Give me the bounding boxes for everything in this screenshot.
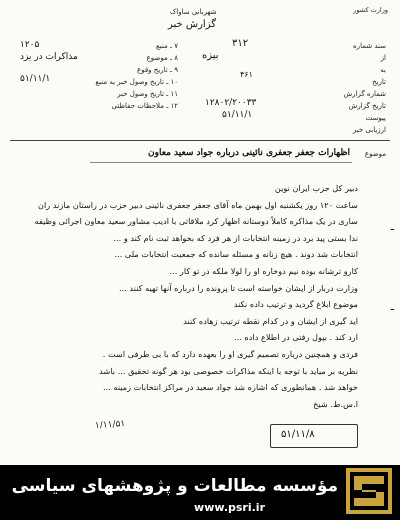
left-field-labels bbox=[28, 40, 178, 112]
body-line: انتخابات شد دوند . هیچ زنانه و مسئله سانده که جمعیت انتخابات ملی ... bbox=[114, 249, 358, 260]
handwritten-signature-date: ۱/۱۱/۵۱ bbox=[94, 418, 126, 432]
body-line: ارد کند . بپول رفتی در اطلاع داده ... bbox=[234, 332, 358, 343]
from-value: ۳۱۲ bbox=[232, 38, 249, 49]
to-value: بیزه bbox=[202, 50, 219, 61]
date-stamp-box bbox=[270, 424, 358, 448]
subject-underline bbox=[90, 162, 352, 163]
body-line: ساعت ۱۲۰ روز یکشنبه اول بهمن ماه آقای جعفر جعفری نائینی دبیر حزب در راستان مازند ران bbox=[38, 199, 358, 210]
field-label-source: ۷ ـ منبع bbox=[156, 42, 178, 50]
subject-text: اظهارات جعفر جعفری نائینی درباره جواد سعید معاون bbox=[148, 148, 350, 158]
margin-mark: ـ bbox=[390, 220, 394, 233]
organization-url[interactable]: www.psri.ir bbox=[194, 501, 265, 514]
report-type-title: گزارش خبر bbox=[168, 19, 216, 30]
body-line: اید گیری از ایشان و در کدام نقطه ترتیب زهاده کنند bbox=[183, 315, 358, 326]
field-label-assessment: ارزیابی خبر bbox=[352, 126, 386, 134]
field-label-date: تاریخ bbox=[372, 78, 386, 86]
field-label-security-notes: ۱۲ ـ ملاحظات حفاظتی bbox=[111, 102, 178, 110]
source-number-value: ۱۲۰۵ bbox=[20, 40, 40, 50]
classification-label: وزارت کشور bbox=[353, 6, 388, 14]
organization-name: مؤسسه مطالعات و پژوهشهای سیاسی bbox=[11, 476, 338, 496]
date-stamp-value: ۵۱/۱۱/۸ bbox=[281, 429, 315, 440]
body-line: فردی و همچنین درباره تصمیم گیری او را بعهده دارد که با بی طرفی است . bbox=[102, 348, 358, 359]
field-label-subject: ۸ ـ موضوع bbox=[146, 54, 178, 62]
report-number-value: ۱۲۸۰۲/۲۰۰۳۳ bbox=[205, 98, 257, 108]
header-divider bbox=[10, 140, 390, 141]
field-label-occurrence-date: ۹ ـ تاریخ وقوع bbox=[137, 66, 178, 74]
serial-value: ۴۶۱ bbox=[240, 70, 253, 79]
field-label-to: به bbox=[380, 66, 386, 74]
field-label-from: از bbox=[380, 54, 386, 62]
footer-banner bbox=[0, 465, 400, 520]
body-line: نظریه بر میاید با توجه با اینکه مذاکرات خصوصی بود هر گونه تحقیق ... باشد bbox=[99, 365, 358, 376]
body-line: موضوع ابلاغ گردید و ترتیب داده نکند bbox=[233, 299, 358, 310]
field-label-report-date: تاریخ گزارش bbox=[348, 102, 386, 110]
body-line: کارو ترشانه بوده نیم دوخاره او را لولا ملکه در تو کار ... bbox=[169, 265, 358, 276]
subject-value: مذاکرات در یزد bbox=[20, 52, 78, 62]
report-body bbox=[18, 180, 358, 412]
field-label-report-number: شماره گزارش bbox=[343, 90, 386, 98]
field-label-attachment: پیوست bbox=[365, 114, 386, 122]
psri-logo-icon bbox=[346, 468, 392, 514]
body-line: دبیر کل حزب ایران نوین bbox=[274, 183, 358, 193]
report-date-value: ۵۱/۱۱/۱ bbox=[222, 110, 253, 120]
field-label-received-date: ۱۱ ـ تاریخ وصول خبر bbox=[117, 90, 178, 98]
subject-label: موضوع bbox=[364, 150, 386, 158]
field-label-doc-number: سند شماره bbox=[353, 42, 386, 50]
margin-mark: ـ bbox=[390, 300, 394, 313]
body-line: ساری در یک مذاکره کاملاً دوستانه اظهار کرد ملاقاتی با ادیب مشاور سعید معاون اجرائی وظیفه bbox=[34, 216, 358, 227]
right-field-labels bbox=[306, 40, 386, 136]
field-label-received-by-source: ۱۰ ـ تاریخ وصول خبر به منبع bbox=[95, 78, 178, 86]
received-date-value: ۵۱/۱۱/۱ bbox=[20, 74, 51, 84]
body-line: وزارت دربار از ایشان خواسته است تا پرونده را درباره آنها تهیه کنند ... bbox=[119, 282, 358, 293]
department-label: شهربانی ساواک bbox=[170, 8, 217, 16]
body-line: ا.س.ط. شیخ bbox=[313, 398, 358, 409]
body-line: ندا بستی پید برد در زمینه انتخابات از هر فرد که بخواهد ثبت نام کند و ... bbox=[113, 232, 358, 243]
body-line: خواهد شد . همانطوری که اشاره شد جواد سعید در مراکز انتخابات زمینه ... bbox=[103, 382, 358, 393]
